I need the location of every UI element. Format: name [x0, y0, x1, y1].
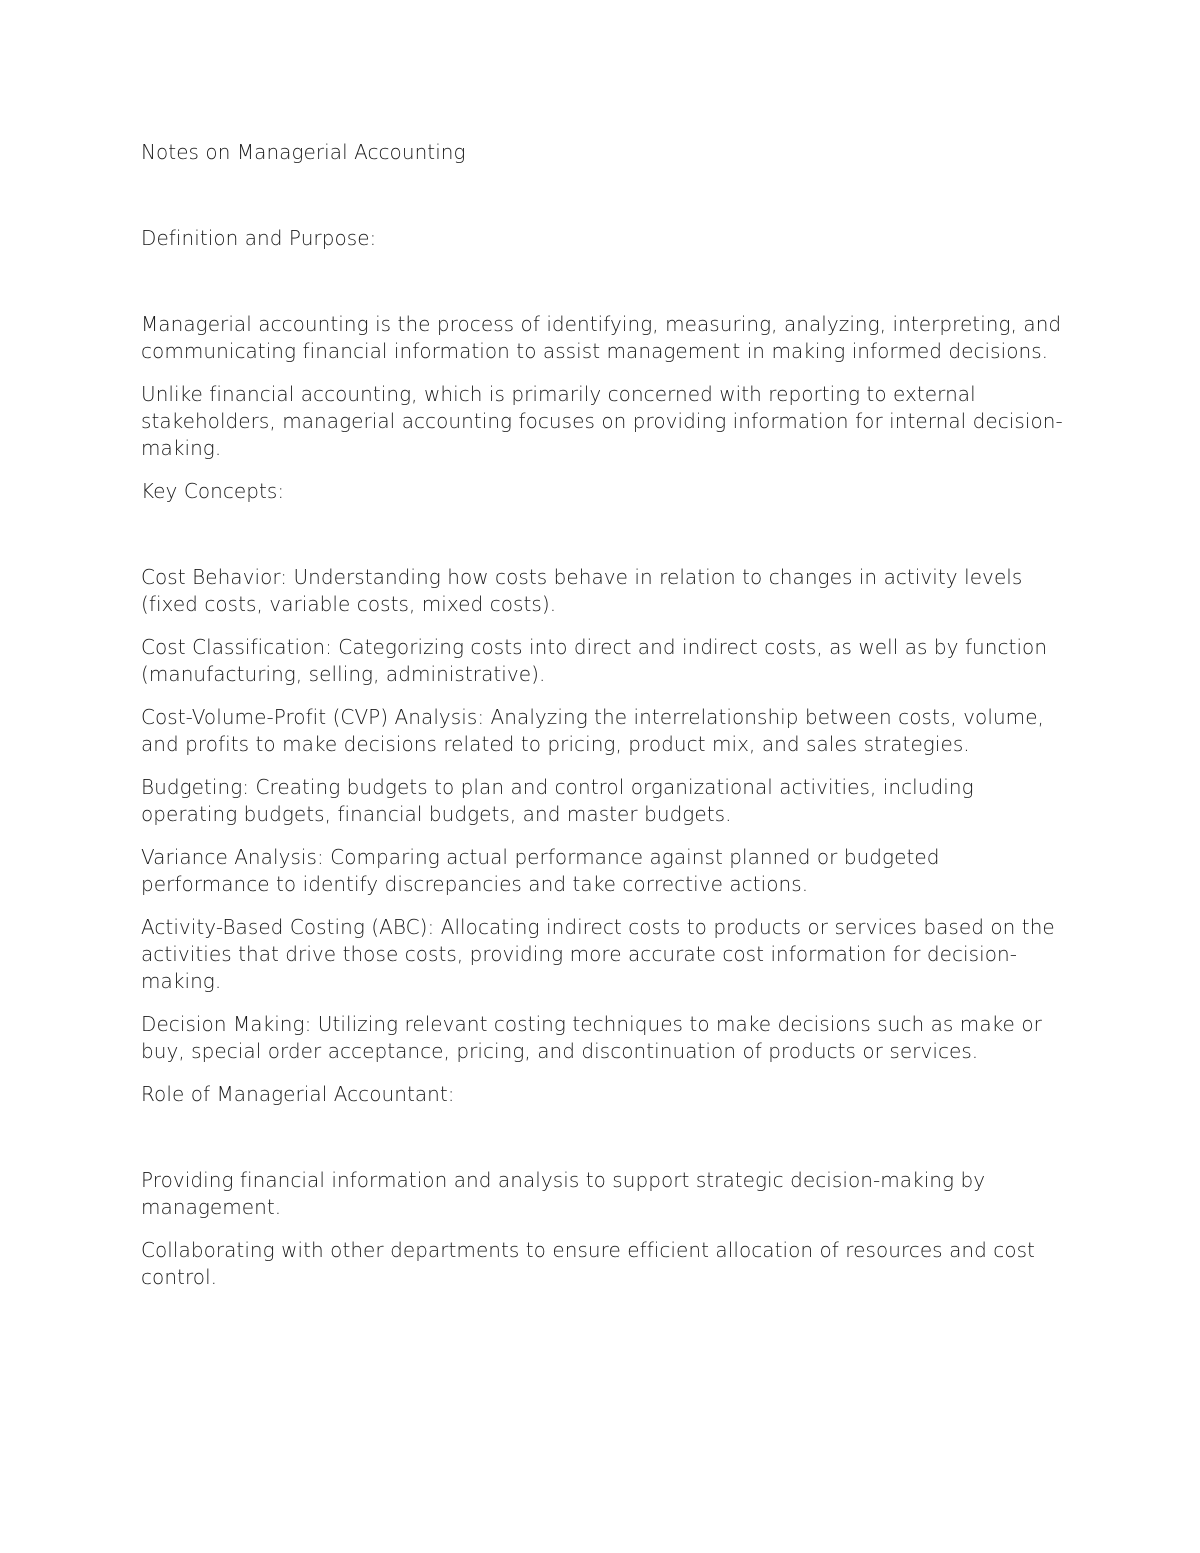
section-heading-definition: Definition and Purpose: — [141, 226, 377, 250]
paragraph: Cost Classification: Categorizing costs into direct and indirect costs, as well as by function (manufacturing, selling, administrative). — [141, 635, 1048, 686]
section-heading-key-concepts: Key Concepts: — [141, 479, 285, 503]
paragraph: Cost Behavior: Understanding how costs behave in relation to changes in activity levels (fixed costs, variable costs, mixed costs). — [141, 565, 1023, 616]
paragraph: Decision Making: Utilizing relevant costing techniques to make decisions such as make or buy, special order acceptance, pricing, and discontinuation of products or services. — [141, 1012, 1042, 1063]
paragraph: Collaborating with other departments to ensure efficient allocation of resources and cost control. — [141, 1238, 1035, 1289]
paragraph: Budgeting: Creating budgets to plan and control organizational activities, including operating budgets, financial budgets, and master budgets. — [141, 775, 974, 826]
paragraph: Providing financial information and analysis to support strategic decision-making by management. — [141, 1168, 986, 1219]
paragraph: Activity-Based Costing (ABC): Allocating indirect costs to products or services based on the activities that drive those costs, providing more accurate cost information for decision-making. — [141, 915, 1055, 993]
paragraph: Variance Analysis: Comparing actual performance against planned or budgeted performance to identify discrepancies and take corrective actions. — [141, 845, 940, 896]
section-heading-role: Role of Managerial Accountant: — [141, 1082, 455, 1106]
paragraph: Cost-Volume-Profit (CVP) Analysis: Analyzing the interrelationship between costs, volume, and profits to make decisions related to pricing, product mix, and sales strategies. — [141, 705, 1044, 756]
paragraph: Managerial accounting is the process of identifying, measuring, analyzing, interpreting, and communicating financial information to assist management in making informed decisions. — [141, 312, 1062, 363]
document-title: Notes on Managerial Accounting — [141, 140, 466, 164]
paragraph: Unlike financial accounting, which is primarily concerned with reporting to external stakeholders, managerial accounting focuses on providing information for internal decision-making. — [141, 382, 1063, 460]
document-body — [141, 139, 1071, 1307]
